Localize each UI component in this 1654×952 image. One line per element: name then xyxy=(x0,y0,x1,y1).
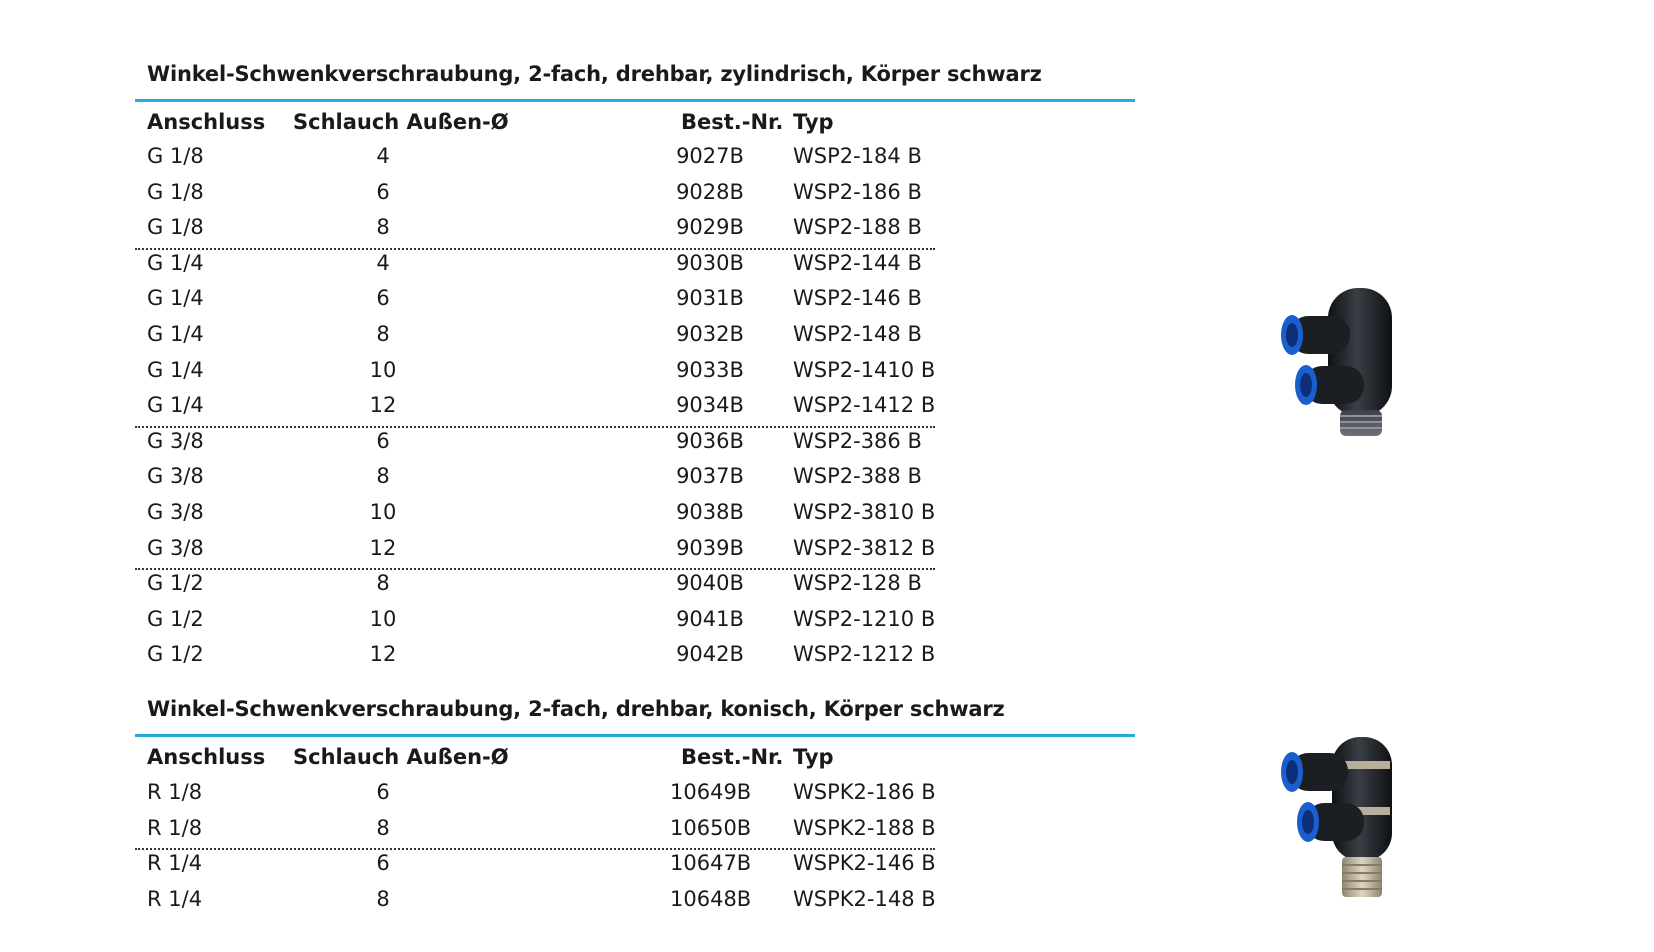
cell-bestnr: 9030B xyxy=(676,250,744,275)
cell-schlauch: 10 xyxy=(369,500,397,524)
cell-schlauch: 10 xyxy=(369,357,397,382)
header-schlauch: Schlauch Außen-Ø xyxy=(293,745,509,769)
table-row xyxy=(147,500,977,536)
cell-schlauch: 4 xyxy=(376,250,390,275)
cell-schlauch: 8 xyxy=(376,815,390,840)
cell-anschluss: G 1/4 xyxy=(147,286,204,311)
cell-schlauch: 6 xyxy=(376,780,390,804)
cell-anschluss: G 1/8 xyxy=(147,179,204,204)
cell-bestnr: 9039B xyxy=(676,535,744,560)
table-row xyxy=(147,607,977,643)
cell-typ: WSP2-188 B xyxy=(793,215,922,240)
cell-typ: WSP2-184 B xyxy=(793,144,922,168)
cell-typ: WSP2-144 B xyxy=(793,250,922,275)
cell-schlauch: 6 xyxy=(376,179,390,204)
cell-typ: WSP2-3812 B xyxy=(793,535,936,560)
cell-typ: WSP2-1412 B xyxy=(793,393,936,418)
table-row xyxy=(147,642,977,678)
cell-anschluss: G 1/2 xyxy=(147,606,204,631)
cell-anschluss: G 1/4 xyxy=(147,393,204,418)
cell-typ: WSPK2-148 B xyxy=(793,886,936,911)
table-row xyxy=(147,429,977,465)
table-header xyxy=(147,110,977,146)
cell-anschluss: G 1/8 xyxy=(147,215,204,240)
cell-bestnr: 10650B xyxy=(670,815,752,840)
cell-typ: WSP2-146 B xyxy=(793,286,922,311)
table-row xyxy=(147,536,977,572)
table-section-conical xyxy=(135,697,1135,917)
cell-typ: WSP2-386 B xyxy=(793,428,922,453)
cell-bestnr: 9038B xyxy=(676,500,744,524)
cell-bestnr: 10647B xyxy=(670,851,752,876)
cell-bestnr: 9037B xyxy=(676,464,744,489)
cell-schlauch: 8 xyxy=(376,215,390,240)
group-separator xyxy=(135,848,935,850)
cell-schlauch: 12 xyxy=(369,535,397,560)
product-photo-conical xyxy=(1270,735,1470,910)
cell-bestnr: 9033B xyxy=(676,357,744,382)
cell-anschluss: G 1/4 xyxy=(147,357,204,382)
product-photo-cylindrical xyxy=(1270,280,1470,460)
section-title: Winkel-Schwenkverschraubung, 2-fach, drehbar, zylindrisch, Körper schwarz xyxy=(147,62,1042,86)
cell-anschluss: R 1/4 xyxy=(147,886,203,911)
table-section-cylindrical xyxy=(135,62,1135,682)
table-row xyxy=(147,180,977,216)
cell-bestnr: 9029B xyxy=(676,215,744,240)
cell-bestnr: 9042B xyxy=(676,642,744,667)
cell-typ: WSPK2-188 B xyxy=(793,815,936,840)
cell-anschluss: R 1/8 xyxy=(147,780,203,804)
group-separator xyxy=(135,248,935,250)
cell-anschluss: G 1/2 xyxy=(147,571,204,596)
cell-schlauch: 6 xyxy=(376,286,390,311)
table-row xyxy=(147,571,977,607)
table-row xyxy=(147,393,977,429)
cell-typ: WSP2-388 B xyxy=(793,464,922,489)
header-bestnr: Best.-Nr. xyxy=(681,110,784,134)
table-header xyxy=(147,745,977,781)
cell-schlauch: 8 xyxy=(376,464,390,489)
table-row xyxy=(147,251,977,287)
cell-typ: WSPK2-146 B xyxy=(793,851,936,876)
cell-schlauch: 8 xyxy=(376,886,390,911)
cell-schlauch: 8 xyxy=(376,571,390,596)
cell-typ: WSPK2-186 B xyxy=(793,780,936,804)
cell-anschluss: G 1/4 xyxy=(147,322,204,346)
table-row xyxy=(147,851,977,887)
cell-bestnr: 9028B xyxy=(676,179,744,204)
header-typ: Typ xyxy=(793,745,834,769)
cell-anschluss: G 3/8 xyxy=(147,500,204,524)
cell-bestnr: 9027B xyxy=(676,144,744,168)
cell-typ: WSP2-1212 B xyxy=(793,642,936,667)
cell-typ: WSP2-1410 B xyxy=(793,357,936,382)
cell-anschluss: G 1/2 xyxy=(147,642,204,667)
header-bestnr: Best.-Nr. xyxy=(681,745,784,769)
cell-anschluss: R 1/4 xyxy=(147,851,203,876)
group-separator xyxy=(135,426,935,428)
header-typ: Typ xyxy=(793,110,834,134)
cell-typ: WSP2-148 B xyxy=(793,322,922,346)
cell-bestnr: 10649B xyxy=(670,780,752,804)
cell-bestnr: 9031B xyxy=(676,286,744,311)
cell-bestnr: 9041B xyxy=(676,606,744,631)
cell-typ: WSP2-186 B xyxy=(793,179,922,204)
cell-bestnr: 9036B xyxy=(676,428,744,453)
section-title: Winkel-Schwenkverschraubung, 2-fach, drehbar, konisch, Körper schwarz xyxy=(147,697,1005,721)
cell-bestnr: 9034B xyxy=(676,393,744,418)
table-row xyxy=(147,322,977,358)
cell-anschluss: G 3/8 xyxy=(147,428,204,453)
table-row xyxy=(147,464,977,500)
cell-anschluss: G 3/8 xyxy=(147,535,204,560)
cell-anschluss: R 1/8 xyxy=(147,815,203,840)
cell-schlauch: 10 xyxy=(369,606,397,631)
cell-schlauch: 6 xyxy=(376,428,390,453)
cell-typ: WSP2-128 B xyxy=(793,571,922,596)
cell-anschluss: G 1/4 xyxy=(147,250,204,275)
cell-schlauch: 8 xyxy=(376,322,390,346)
group-separator xyxy=(135,568,935,570)
header-schlauch: Schlauch Außen-Ø xyxy=(293,110,509,134)
table-row xyxy=(147,780,977,816)
cell-anschluss: G 3/8 xyxy=(147,464,204,489)
title-divider xyxy=(135,99,1135,102)
header-anschluss: Anschluss xyxy=(147,745,266,769)
table-row xyxy=(147,887,977,923)
table-row xyxy=(147,144,977,180)
cell-bestnr: 10648B xyxy=(670,886,752,911)
table-row xyxy=(147,816,977,852)
table-row xyxy=(147,286,977,322)
cell-schlauch: 4 xyxy=(376,144,390,168)
cell-anschluss: G 1/8 xyxy=(147,144,204,168)
cell-bestnr: 9032B xyxy=(676,322,744,346)
cell-bestnr: 9040B xyxy=(676,571,744,596)
cell-schlauch: 6 xyxy=(376,851,390,876)
cell-schlauch: 12 xyxy=(369,642,397,667)
header-anschluss: Anschluss xyxy=(147,110,266,134)
cell-typ: WSP2-1210 B xyxy=(793,606,936,631)
table-row xyxy=(147,215,977,251)
title-divider xyxy=(135,734,1135,737)
table-row xyxy=(147,358,977,394)
cell-schlauch: 12 xyxy=(369,393,397,418)
cell-typ: WSP2-3810 B xyxy=(793,500,936,524)
